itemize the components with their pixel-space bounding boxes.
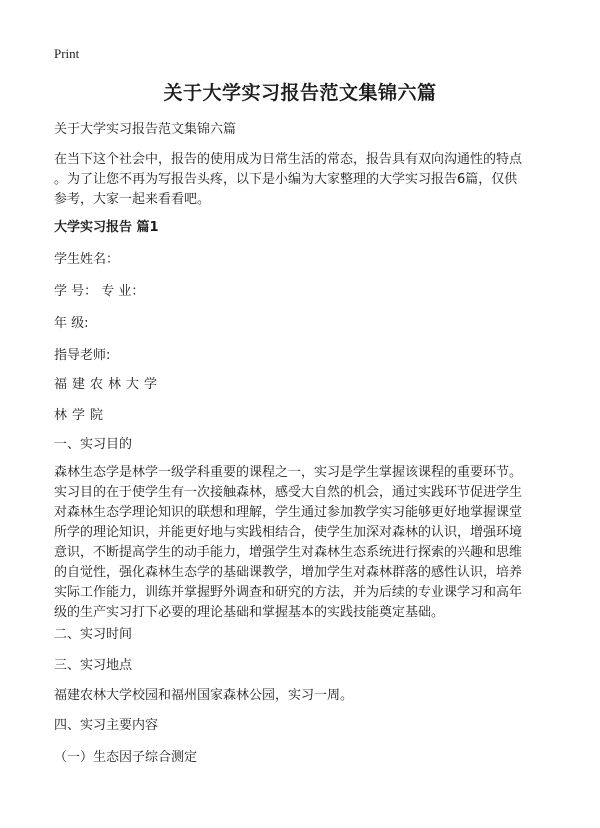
heading-time: 二、实习时间 xyxy=(54,627,133,642)
college-name: 林学院 xyxy=(54,408,109,423)
location-text: 福建农林大学校园和福州国家森林公园，实习一周。 xyxy=(54,688,354,703)
section-heading: 大学实习报告 篇1 xyxy=(54,220,159,235)
intro-line: 参考，大家一起来看看吧。 xyxy=(54,192,211,207)
purpose-line: 对森林生态学理论知识的联想和理解，学生通过参加教学实习能够更好地掌握课堂 xyxy=(54,505,523,520)
purpose-line: 实际工作能力，训练并掌握野外调查和研究的方法，并为后续的专业课学习和高年 xyxy=(54,585,523,600)
subtitle: 关于大学实习报告范文集锦六篇 xyxy=(54,122,237,137)
heading-purpose: 一、实习目的 xyxy=(54,437,133,452)
university-name: 福建农林大学 xyxy=(54,377,163,392)
purpose-line: 森林生态学是林学一级学科重要的课程之一，实习是学生掌握该课程的重要环节。 xyxy=(54,465,523,480)
intro-line: 。为了让您不再为写报告头疼，以下是小编为大家整理的大学实习报告6篇，仅供 xyxy=(54,172,518,187)
purpose-line: 级的生产实习打下必要的理论基础和掌握基本的实践技能奠定基础。 xyxy=(54,605,445,620)
student-id-major-field: 学 号： 专 业： xyxy=(54,284,145,299)
subheading-ecological-factors: （一）生态因子综合测定 xyxy=(54,750,198,765)
purpose-line: 实习目的在于使学生有一次接触森林，感受大自然的机会，通过实践环节促进学生 xyxy=(54,485,523,500)
purpose-line: 意识，不断提高学生的动手能力，增强学生对森林生态系统进行探索的兴趣和思维 xyxy=(54,545,523,560)
grade-field: 年 级: xyxy=(54,316,89,331)
purpose-paragraph xyxy=(54,463,552,623)
purpose-line: 的自觉性，强化森林生态学的基础课教学，增加学生对森林群落的感性认识，培养 xyxy=(54,565,523,580)
purpose-line: 所学的理论知识，并能更好地与实践相结合，使学生加深对森林的认识，增强环境 xyxy=(54,525,523,540)
intro-paragraph xyxy=(54,150,552,210)
heading-content: 四、实习主要内容 xyxy=(54,718,159,733)
intro-line: 在当下这个社会中，报告的使用成为日常生活的常态，报告具有双向沟通性的特点 xyxy=(54,152,523,167)
advisor-field: 指导老师: xyxy=(54,348,111,363)
heading-location: 三、实习地点 xyxy=(54,658,133,673)
student-name-field: 学生姓名： xyxy=(54,252,120,267)
print-link[interactable]: Print xyxy=(54,46,80,61)
page-title: 关于大学实习报告范文集锦六篇 xyxy=(163,82,437,104)
